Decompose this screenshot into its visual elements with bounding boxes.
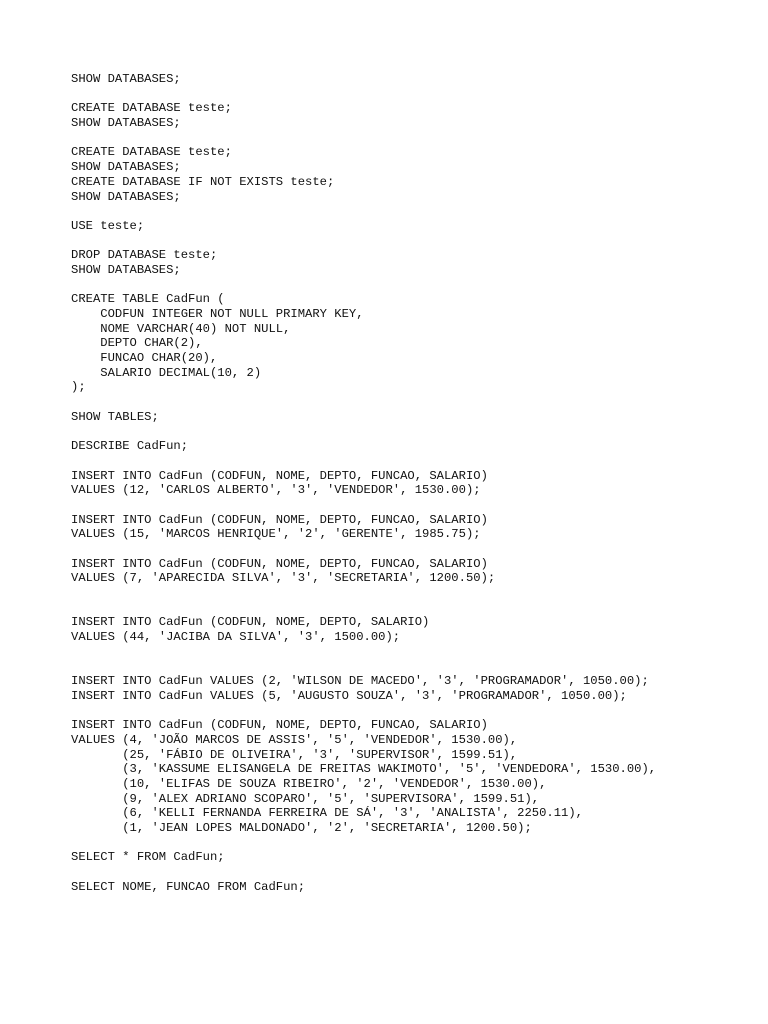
code-line	[71, 542, 761, 557]
code-line: (6, 'KELLI FERNANDA FERREIRA DE SÁ', '3', 'ANALISTA', 2250.11),	[71, 806, 583, 821]
code-line	[71, 395, 761, 410]
code-line	[71, 836, 761, 851]
code-line	[71, 865, 761, 880]
code-line	[71, 645, 761, 660]
code-line: INSERT INTO CadFun (CODFUN, NOME, DEPTO, FUNCAO, SALARIO)	[71, 512, 488, 527]
code-line: VALUES (15, 'MARCOS HENRIQUE', '2', 'GERENTE', 1985.75);	[71, 527, 481, 542]
code-line	[71, 660, 761, 675]
code-line: CREATE DATABASE teste;	[71, 145, 232, 160]
code-line	[71, 498, 761, 513]
code-line: SHOW TABLES;	[71, 409, 159, 424]
code-line: DEPTO CHAR(2),	[71, 336, 203, 351]
code-line	[71, 131, 761, 146]
code-line: DROP DATABASE teste;	[71, 248, 218, 263]
code-line	[71, 234, 761, 249]
code-line: (10, 'ELIFAS DE SOUZA RIBEIRO', '2', 'VENDEDOR', 1530.00),	[71, 777, 547, 791]
code-line: SHOW DATABASES;	[71, 160, 181, 175]
code-line	[71, 586, 761, 601]
code-line: DESCRIBE CadFun;	[71, 439, 189, 454]
code-line	[71, 895, 761, 910]
code-line: (3, 'KASSUME ELISANGELA DE FREITAS WAKIMOTO', '5', 'VENDEDORA', 1530.00),	[71, 762, 657, 777]
code-line: VALUES (12, 'CARLOS ALBERTO', '3', 'VENDEDOR', 1530.00);	[71, 483, 481, 498]
code-line: CODFUN INTEGER NOT NULL PRIMARY KEY,	[71, 307, 364, 321]
code-line: SHOW DATABASES;	[71, 189, 181, 204]
code-line	[71, 87, 761, 102]
code-line: INSERT INTO CadFun (CODFUN, NOME, DEPTO, FUNCAO, SALARIO)	[71, 556, 488, 571]
code-line: INSERT INTO CadFun (CODFUN, NOME, DEPTO, FUNCAO, SALARIO)	[71, 468, 488, 483]
code-line: VALUES (44, 'JACIBA DA SILVA', '3', 1500.00);	[71, 630, 401, 645]
code-line: CREATE DATABASE teste;	[71, 101, 232, 116]
code-line: (9, 'ALEX ADRIANO SCOPARO', '5', 'SUPERVISORA', 1599.51),	[71, 791, 540, 806]
code-line: INSERT INTO CadFun (CODFUN, NOME, DEPTO, SALARIO)	[71, 615, 430, 630]
code-line: VALUES (7, 'APARECIDA SILVA', '3', 'SECRETARIA', 1200.50);	[71, 571, 496, 586]
code-line: SHOW DATABASES;	[71, 116, 181, 131]
code-line: INSERT INTO CadFun VALUES (2, 'WILSON DE MACEDO', '3', 'PROGRAMADOR', 1050.00);	[71, 674, 649, 689]
code-line: INSERT INTO CadFun (CODFUN, NOME, DEPTO, FUNCAO, SALARIO)	[71, 718, 488, 733]
code-line	[71, 704, 761, 719]
code-line: CREATE DATABASE IF NOT EXISTS teste;	[71, 174, 335, 189]
code-line: SELECT * FROM CadFun;	[71, 850, 225, 865]
code-line: (25, 'FÁBIO DE OLIVEIRA', '3', 'SUPERVISOR', 1599.51),	[71, 747, 518, 762]
code-line	[71, 425, 761, 440]
code-line	[71, 204, 761, 219]
code-line: );	[71, 380, 86, 395]
code-line	[71, 454, 761, 469]
code-line: SHOW DATABASES;	[71, 72, 181, 86]
code-line: SELECT NOME, FUNCAO FROM CadFun;	[71, 879, 306, 894]
code-line: VALUES (4, 'JOÃO MARCOS DE ASSIS', '5', 'VENDEDOR', 1530.00),	[71, 732, 518, 747]
code-line: INSERT INTO CadFun VALUES (5, 'AUGUSTO SOUZA', '3', 'PROGRAMADOR', 1050.00);	[71, 688, 627, 703]
code-line: USE teste;	[71, 218, 145, 233]
code-line: (1, 'JEAN LOPES MALDONADO', '2', 'SECRETARIA', 1200.50);	[71, 821, 532, 836]
code-line: NOME VARCHAR(40) NOT NULL,	[71, 321, 291, 336]
code-line: CREATE TABLE CadFun (	[71, 292, 225, 307]
code-line: SHOW DATABASES;	[71, 262, 181, 277]
code-line: SALARIO DECIMAL(10, 2)	[71, 365, 262, 380]
sql-code-block	[71, 72, 761, 909]
code-line: FUNCAO CHAR(20),	[71, 351, 218, 366]
code-line	[71, 601, 761, 616]
code-line	[71, 278, 761, 293]
